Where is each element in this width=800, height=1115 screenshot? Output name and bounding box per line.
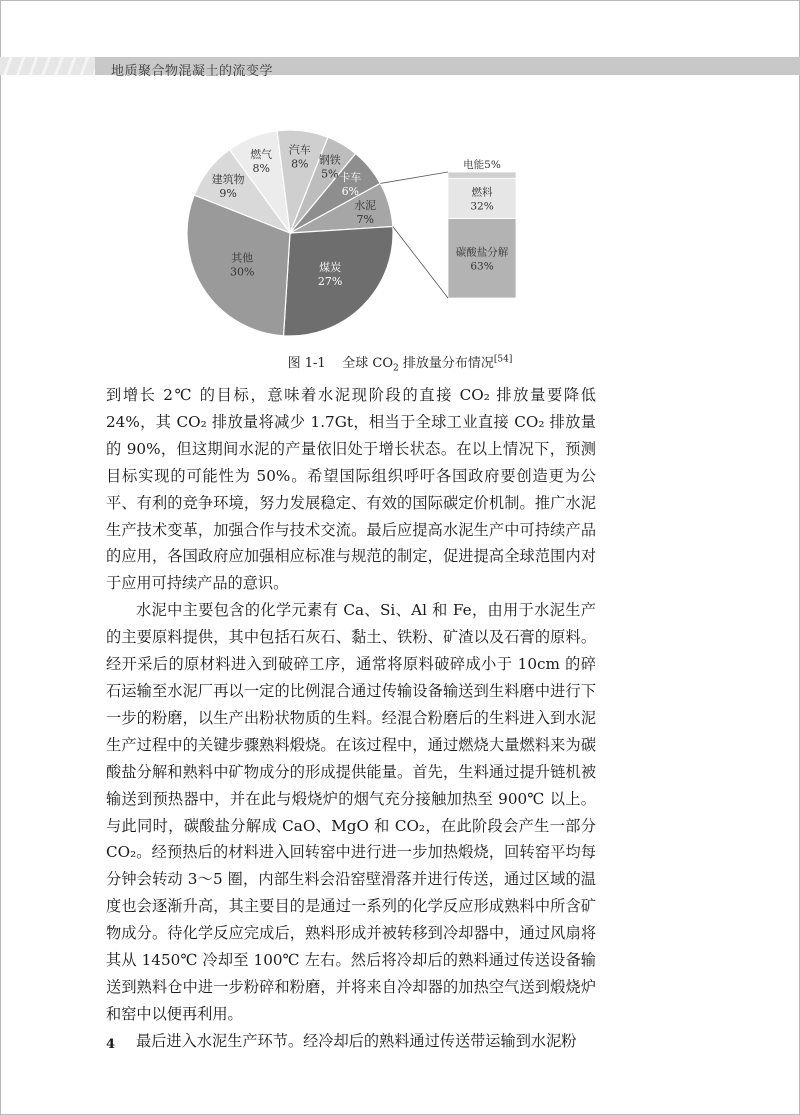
breakdown-value-2: 63% [470, 260, 494, 273]
slice-label-0: 燃气 [250, 148, 273, 162]
slice-label-4: 水泥 [354, 199, 377, 213]
figure-number: 图 1-1 [287, 356, 326, 371]
header-stripe-pattern [0, 57, 95, 75]
slice-value-4: 7% [356, 213, 374, 227]
slice-label-2: 钢铁 [318, 153, 341, 167]
slice-value-6: 30% [229, 265, 255, 279]
paragraph-2: 水泥中主要包含的化学元素有 Ca、Si、Al 和 Fe，由用于水泥生产的主要原料提供，其中包括石灰石、黏土、铁粉、矿渣以及石膏的原料。经开采后的原材料进入到破碎工序，通常将原料破碎成小于 10cm 的碎石运输至水泥厂再以一定的比例混合通过传输设备输送到生料磨中进行下一步的粉磨，以生产出粉状物质的生料。经混合粉磨后的生料进入到水泥生产过程中的关键步骤熟料煅烧。在该过程中，通过燃烧大量燃料来为碳酸盐分解和熟料中矿物成分的形成提供能量。首先，生料通过提升链机被输送到预热器中，并在此与煅烧炉的烟气充分接触加热至 900℃ 以上。与此同时，碳酸盐分解成 CaO、MgO 和 CO₂，在此阶段会产生一部分 CO₂。经预热后的材料进入回转窑中进行进一步加热煅烧，回转窑平均每分钟会转动 3～5 圈，内部生料会沿窑壁滑落并进行传送，通过区域的温度也会逐渐升高，其主要目的是通过一系列的化学反应形成熟料中所含矿物成分。待化学反应完成后，熟料形成并被转移到冷却器中，通过风扇将其从 1450℃ 冷却至 100℃ 左右。然后将冷却后的熟料通过传送设备输送到熟料仓中进一步粉碎和粉磨，并将来自冷却器的加热空气送到煅烧炉和窑中以便再利用。 [106, 601, 596, 1023]
slice-value-5: 27% [317, 275, 343, 289]
figure-title-part1: 全球 CO [342, 356, 393, 371]
figure-reference: [54] [493, 354, 513, 365]
slice-label-5: 煤炭 [319, 261, 342, 275]
page-number: 4 [106, 1037, 116, 1052]
co2-pie-chart [180, 118, 520, 348]
slice-label-3: 卡车 [339, 171, 362, 185]
breakdown-label-1: 燃料 [471, 186, 493, 199]
paragraph-1: 到增长 2℃ 的目标，意味着水泥现阶段的直接 CO₂ 排放量要降低 24%，其 CO₂ 排放量将减少 1.7Gt，相当于全球工业直接 CO₂ 排放量的 90%，但这期间水泥的产量依旧处于增长状态。在以上情况下，预测目标实现的可能性为 50%。希望国际组织呼吁各国政府要创造更为公平、有利的竞争环境，努力发展稳定、有效的国际碳定价机制。推广水泥生产技术变革，加强合作与技术交流。最后应提高水泥生产中可持续产品的应用，各国政府应加强相应标准与规范的制定，促进提高全球范围内对于应用可持续产品的意识。 [106, 386, 596, 593]
breakdown-label-0: 电能5% [463, 159, 501, 171]
figure-caption [0, 352, 800, 374]
breakdown-segment-0 [448, 172, 516, 178]
connector-bottom [393, 227, 448, 299]
running-header-title: 地质聚合物混凝土的流变学 [111, 64, 274, 79]
breakdown-label-2: 碳酸盐分解 [455, 246, 509, 259]
breakdown-value-1: 32% [470, 200, 494, 213]
slice-value-7: 9% [219, 187, 237, 200]
slice-value-3: 6% [341, 185, 360, 199]
paragraph-3: 最后进入水泥生产环节。经冷却后的熟料通过传送带运输到水泥粉 [136, 1031, 577, 1050]
slice-value-2: 5% [321, 167, 339, 181]
slice-label-7: 建筑物 [211, 173, 245, 186]
slice-value-0: 8% [252, 162, 270, 176]
body-text [106, 382, 596, 1055]
slice-label-1: 汽车 [288, 143, 311, 157]
figure-title-subscript: 2 [393, 363, 399, 374]
connector-top [380, 172, 448, 183]
slice-label-6: 其他 [231, 251, 254, 265]
figure-title-part2: 排放量分布情况 [398, 356, 494, 371]
slice-value-1: 8% [291, 157, 309, 171]
